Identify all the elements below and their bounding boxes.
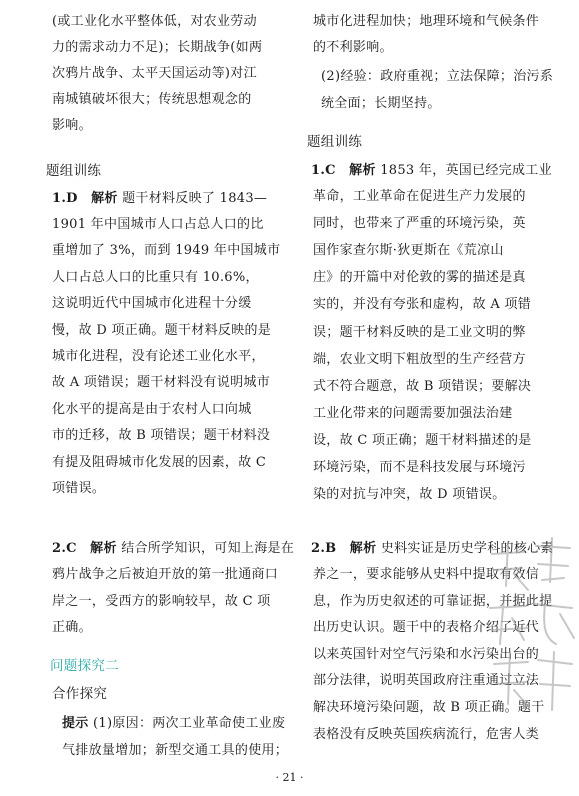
- body-line: 养之一，要求能够从史料中提取有效信: [313, 567, 540, 582]
- body-line: 次鸦片战争、太平天国运动等)对江: [52, 66, 257, 81]
- answer-label: 2.C: [52, 541, 77, 556]
- body-line: 城市化进程加快；地理环境和气候条件: [313, 14, 540, 29]
- body-line: 庄》的开篇中对伦敦的雾的描述是真: [313, 270, 526, 286]
- body-line: 岸之一，受西方的影响较早，故 C 项: [52, 593, 271, 609]
- body-line: 解决环境污染问题，故 B 项正确。题干: [313, 700, 545, 715]
- hint-tag: 提示: [62, 716, 89, 731]
- body-line: 化水平的提高是由于农村人口向城: [52, 401, 252, 417]
- body-line: (或工业化水平整体低，对农业劳动: [52, 14, 257, 29]
- body-line: 的不利影响。: [313, 40, 393, 55]
- body-text: 题干材料反映了 1843—: [122, 191, 268, 206]
- body-line: 统全面；长期坚持。: [321, 96, 441, 111]
- answer-label: 2.B: [311, 541, 337, 556]
- answer-label: 1.D: [52, 191, 78, 206]
- body-line: 市的迁移，故 B 项错误；题干材料没: [52, 428, 271, 444]
- body-line: 息，作为历史叙述的可靠证据，并据此提: [313, 593, 553, 609]
- answer-label: 1.C: [311, 163, 336, 178]
- body-line: 设，故 C 项正确；题干材料描述的是: [313, 432, 532, 448]
- body-line: 实的，并没有夸张和虚构，故 A 项错: [313, 297, 532, 313]
- body-text: (1)原因：两次工业革命使工业废: [93, 716, 286, 731]
- body-line: 故 A 项错误；题干材料没有说明城市: [52, 375, 271, 391]
- body-line: 端，农业文明下粗放型的生产经营方: [313, 351, 526, 367]
- body-line: 影响。: [52, 118, 92, 133]
- body-line: 同时，也带来了严重的环境污染，英: [313, 216, 526, 232]
- section-title: 题组训练: [307, 134, 363, 150]
- cooperation-title: 合作探究: [52, 686, 108, 702]
- analysis-tag: 解析: [90, 541, 117, 556]
- body-line: 染的对抗与冲突，故 D 项错误。: [313, 487, 506, 503]
- body-line: 式不符合题意，故 B 项错误；要解决: [313, 378, 532, 394]
- body-text: 结合所学知识，可知上海是在: [121, 541, 295, 556]
- body-line: 出历史认识。题干中的表格介绍了近代: [313, 620, 540, 636]
- body-line: 有提及阻碍城市化发展的因素，故 C: [52, 454, 267, 470]
- inquiry-title: 问题探究二: [50, 658, 119, 674]
- question-line: [52, 191, 267, 207]
- analysis-tag: 解析: [349, 541, 377, 556]
- body-line: 表格没有反映英国疾病流行，危害人类: [313, 726, 540, 742]
- body-line: 力的需求动力不足)；长期战争(如两: [52, 40, 263, 55]
- body-line: 重增加了 3%，而到 1949 年中国城市: [52, 243, 281, 259]
- body-line: 这说明近代中国城市化进程十分缓: [52, 296, 252, 312]
- body-line: 鸦片战争之后被迫开放的第一批通商口: [52, 567, 279, 582]
- body-text: 1853 年，英国已经完成工业: [380, 163, 552, 178]
- body-line: 国作家查尔斯·狄更斯在《荒凉山: [313, 243, 504, 259]
- body-line: (2)经验：政府重视；立法保障；治污系: [321, 69, 554, 84]
- body-line: 正确。: [52, 620, 92, 635]
- body-line: 工业化带来的问题需要加强法治建: [313, 405, 513, 421]
- body-line: 1901 年中国城市人口占总人口的比: [52, 217, 264, 232]
- body-line: 南城镇破坏很大；传统思想观念的: [52, 92, 252, 107]
- analysis-tag: 解析: [91, 191, 118, 206]
- watermark-handwriting: [484, 534, 579, 724]
- question-line: [52, 541, 294, 557]
- body-line: 城市化进程，没有论述工业化水平，: [52, 349, 265, 364]
- body-line: 革命，工业革命在促进生产力发展的: [313, 189, 526, 204]
- body-line: 环境污染，而不是科技发展与环境污: [313, 460, 526, 475]
- body-line: 人口占总人口的比重只有 10.6%，: [52, 269, 259, 285]
- section-title: 题组训练: [46, 163, 102, 179]
- hint-line: [62, 716, 285, 732]
- body-line: 部分法律，说明英国政府注重通过立法: [313, 673, 540, 689]
- analysis-tag: 解析: [349, 163, 376, 178]
- body-line: 项错误。: [52, 481, 106, 496]
- page-number: · 21 ·: [275, 771, 304, 784]
- body-line: 气排放量增加；新型交通工具的使用；: [62, 743, 289, 758]
- body-line: 以来英国针对空气污染和水污染出台的: [313, 646, 540, 662]
- body-line: 误；题干材料反映的是工业文明的弊: [313, 324, 526, 340]
- question-line: [311, 163, 552, 179]
- body-text: 史料实证是历史学科的核心素: [380, 541, 554, 556]
- body-line: 慢，故 D 项正确。题干材料反映的是: [52, 322, 272, 338]
